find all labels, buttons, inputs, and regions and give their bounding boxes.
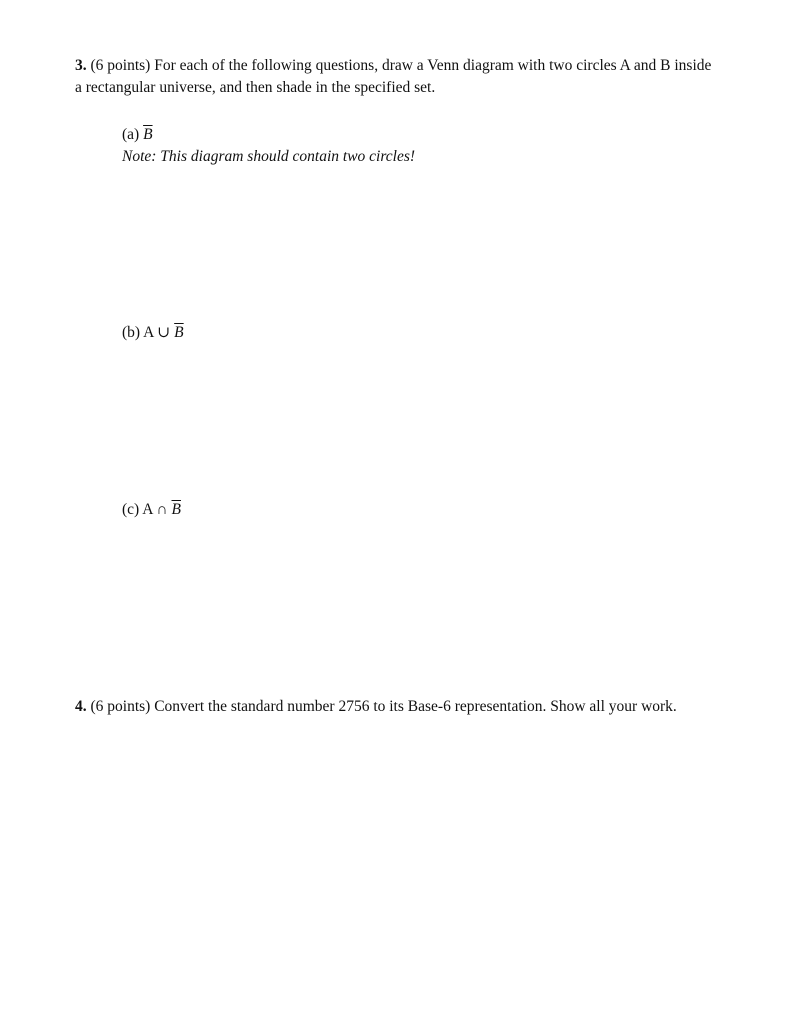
question-3-prompt-line-2: a rectangular universe, and then shade in the specified set. bbox=[75, 79, 436, 96]
question-3 bbox=[75, 55, 745, 99]
part-b-heading bbox=[122, 322, 184, 344]
question-3-prompt-line-1: (6 points) For each of the following questions, draw a Venn diagram with two circles A and B inside bbox=[86, 57, 712, 74]
question-3-part-a bbox=[122, 124, 415, 168]
question-4-line bbox=[75, 696, 775, 718]
part-c-label: (c) A ∩ bbox=[122, 501, 172, 518]
part-c-heading bbox=[122, 499, 181, 521]
question-4-number: 4. bbox=[75, 698, 87, 715]
part-a-set-complement: $\overline{B}$ bbox=[143, 126, 153, 143]
question-4-prompt: (6 points) Convert the standard number 2756 to its Base-6 representation. Show all your work. bbox=[86, 698, 677, 715]
question-3-part-b bbox=[122, 322, 184, 344]
part-a-label: (a) bbox=[122, 126, 144, 143]
part-a-note: Note: This diagram should contain two circles! bbox=[122, 148, 416, 165]
part-b-label: (b) A ∪ bbox=[122, 324, 175, 341]
question-3-line-1 bbox=[75, 55, 745, 77]
question-4 bbox=[75, 696, 775, 718]
part-c-set-complement: $\overline{B}$ bbox=[171, 501, 181, 518]
question-3-number: 3. bbox=[75, 57, 87, 74]
part-a-heading bbox=[122, 124, 415, 146]
part-b-set-complement: $\overline{B}$ bbox=[174, 324, 184, 341]
question-3-part-c bbox=[122, 499, 181, 521]
